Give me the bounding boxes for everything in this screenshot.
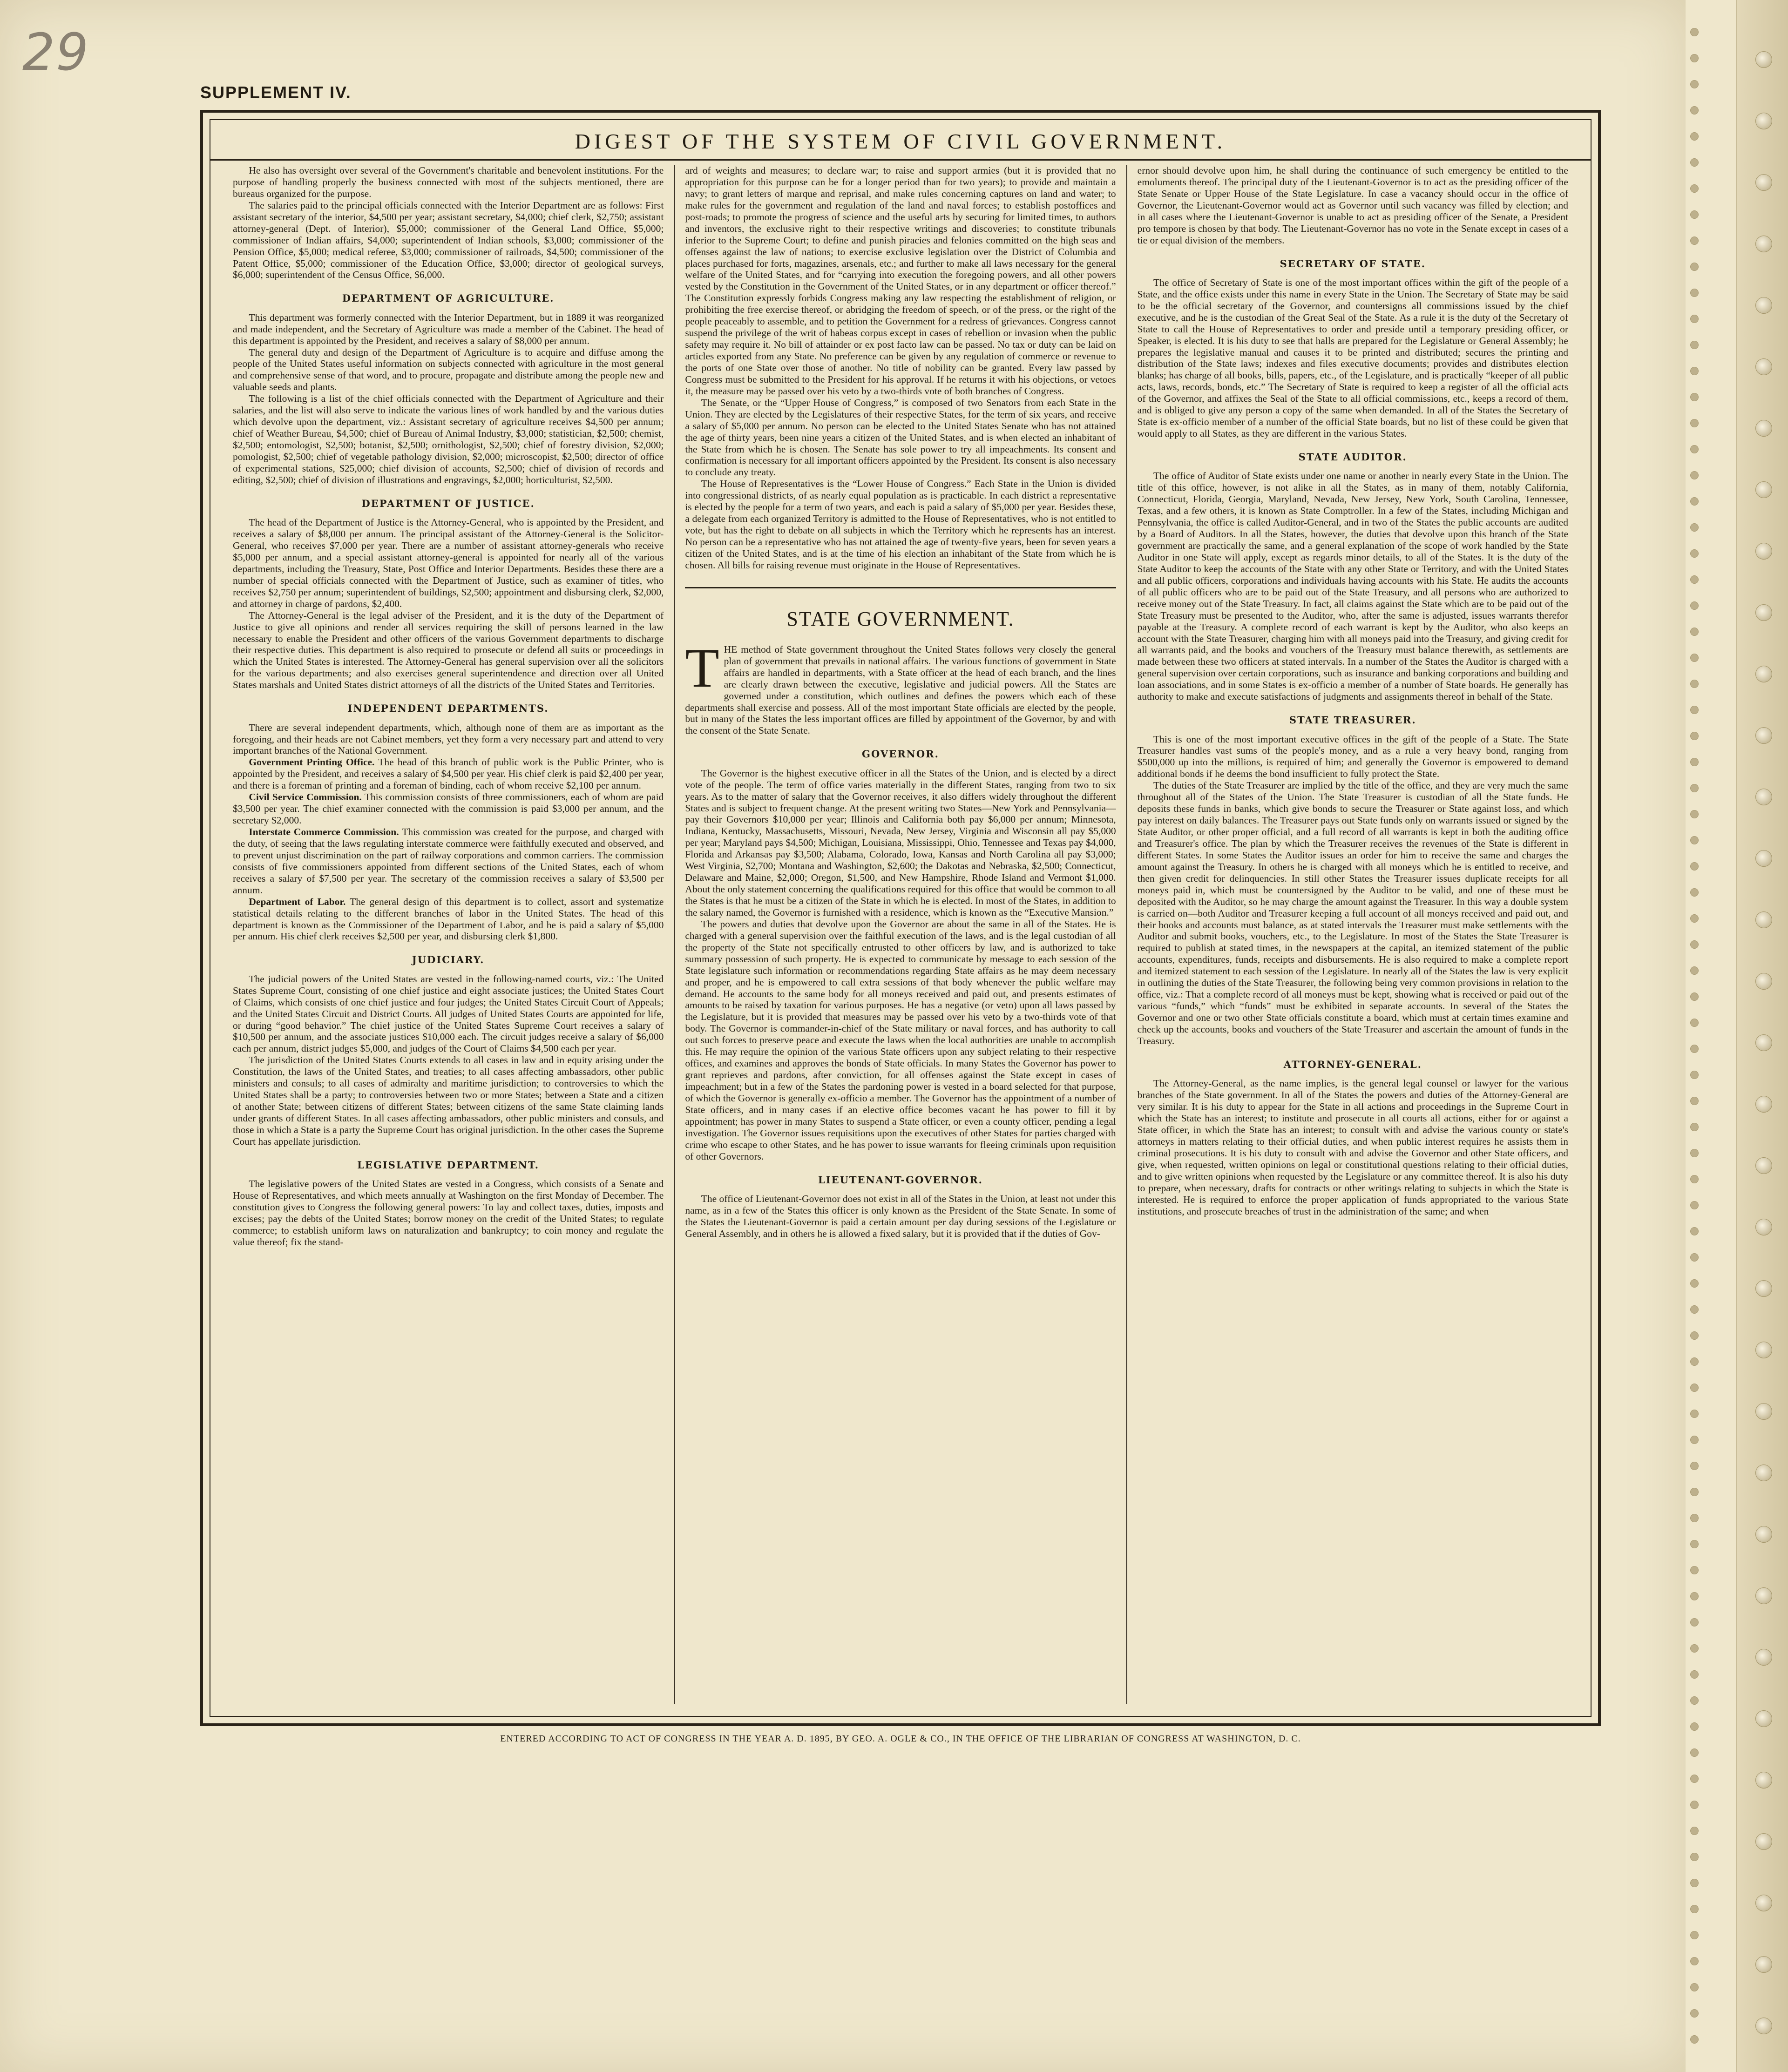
perforation-dot [1690,1045,1699,1053]
perforation-dot [1690,1331,1699,1340]
paragraph: There are several independent departments, which, although none of them are as important as the foregoing, and their heads are not Cabinet members, yet they form a very necessary part and attend to very important branches of the National Government. [233,722,664,756]
perforation-dot [1690,1071,1699,1079]
binding-hole [1755,1526,1772,1543]
perforation-dot [1690,28,1699,36]
binding-hole [1755,420,1772,437]
binding-hole [1755,1649,1772,1666]
perforation-dot [1690,289,1699,297]
perforation-dot [1690,1305,1699,1314]
perforation-dot [1690,758,1699,766]
perforation-dot [1690,1592,1699,1600]
binding-hole [1755,236,1772,252]
perforation-dot [1690,1097,1699,1105]
paragraph: The office of Auditor of State exists under one name or another in nearly every State in the Union. The title of this office, however, is not alike in all the States, as in many of them, notably California, Connecticut, Florida, Georgia, Maryland, Nevada, New Jersey, New York, South Carolina, Tennessee, Texas, and a few others, it is known as State Comptroller. In a few of the States, including Michigan and Pennsylvania, the office is called Auditor-General, and in two of the States the public accounts are audited by a Board of Auditors. In all the States, however, the duties that devolve upon this branch of the State government are practically the same, and a general explanation of the scope of work handled by the State Auditor in one State will apply, except as regards minor details, to all of the States. It is the duty of the State Auditor to keep the accounts of the State with any other State or Territory, and with the United States and all public officers, corporations and individuals having accounts with his State. He audits the accounts of all public officers who are to be paid out of the State Treasury, and all persons who are authorized to receive money out of the State Treasury. In fact, all claims against the State which are to be paid out of the State Treasury must be presented to the Auditor, who, after the same is adjusted, issues warrants therefor payable at the Treasury. A complete record of each warrant is kept by the Auditor, who also keeps an account with the State Treasurer, charging him with all moneys paid into the Treasury, and giving credit for all warrants paid, and the books and vouchers of the Treasury must balance therewith, as settlements are made between these two officers at stated intervals. In a number of the States the Auditor is charged with a general supervision over certain corporations, such as insurance and banking corporations and building and loan associations, and in some States is ex-officio a member of a number of State boards. He generally has authority to make and execute satisfactions of judgments and assignments thereof in behalf of the State. [1137,470,1568,702]
perforation-dot [1690,549,1699,558]
paragraph: This department was formerly connected with the Interior Department, but in 1889 it was reorganized and made independent, and the Secretary of Agriculture was made a member of the Cabinet. The head of this department is appointed by the President, and receives a salary of $8,000 per annum. [233,311,664,346]
drop-cap: T [685,636,719,699]
perforation-dot [1690,523,1699,532]
perforation-dot [1690,706,1699,714]
paragraph: The head of the Department of Justice is the Attorney-General, who is appointed by the President, and receives a salary of $8,000 per annum. The principal assistant of the Attorney-General is the Solicitor-General, who receives $7,000 per year. There are a number of assistant attorney-generals who receive $5,000 per annum, and a special assistant attorney-general is appointed for nearly all of the various departments, including the Treasury, State, Post Office and Interior Departments. Besides these there are a number of special officials connected with the Department of Justice, such as examiner of titles, who receives $2,750 per annum; superintendent of buildings, $2,500; appointment and disbursing clerk, $2,000, and attorney in charge of pardons, $2,400. [233,517,664,609]
paragraph: The Senate, or the “Upper House of Congress,” is composed of two Senators from each State in the Union. They are elected by the Legislatures of their respective States, for the term of six years, and receive a salary of $5,000 per annum. No person can be elected to the United States Senate who has not attained the age of thirty years, been nine years a citizen of the United States, and is when elected an inhabitant of the State from which he is chosen. The Senate has sole power to try all impeachments. Its consent and confirmation is necessary for all important officers appointed by the President. Its consent is also necessary to conclude any treaty. [685,397,1116,478]
section-heading-agriculture: DEPARTMENT OF AGRICULTURE. [342,292,555,304]
perforation-dot [1690,680,1699,688]
section-heading-state-treasurer: STATE TREASURER. [1289,714,1416,726]
section-heading-justice: DEPARTMENT OF JUSTICE. [361,497,535,509]
perforation-dot [1690,1566,1699,1574]
paragraph [233,896,664,943]
perforation-dot [1690,1201,1699,1209]
perforation-dot [1690,1514,1699,1522]
perforation-dot [1690,236,1699,245]
run-in-heading: Civil Service Commission. [249,791,362,803]
paragraph: The following is a list of the chief officials connected with the Department of Agriculture and their salaries, and the list will also serve to indicate the various lines of work handled by and the various duties which devolve upon the department, viz.: Assistant secretary of agriculture receives $4,500 per annum; chief of Weather Bureau, $4,500; chief of Bureau of Animal Industry, $3,000; statistician, $2,500; chemist, $2,500; entomologist, $2,500; botanist, $2,500; ornithologist, $2,500; chief of forestry division, $2,000; pomologist, $2,500; chief of vegetable pathology division, $2,000; microscopist, $2,500; director of office of experimental stations, $25,000; chief division of accounts, $2,500; chief of division of records and editing, $2,500; chief of division of illustrations and engravings, $2,000; horticulturist, $2,500. [233,393,664,486]
perforation-dot [1690,1123,1699,1131]
paragraph-text: This commission was created for the purpose, and charged with the duty, of seeing that the laws regulating interstate commerce were faithfully executed and observed, and to prevent unjust discrimination on the part of railway corporations and common carriers. The commission consists of five commissioners appointed from different sections of the United States, each of whom receives a salary of $7,500 per year. The secretary of the commission receives a salary of $3,500 per annum. [233,826,664,896]
section-rule [685,587,1116,588]
binding-strip [1736,0,1788,2072]
binding-hole [1755,666,1772,682]
perforation-dot [1690,1983,1699,1991]
perforation-dot [1690,2035,1699,2044]
perforation-dot [1690,1748,1699,1757]
section-heading-governor: GOVERNOR. [862,748,939,760]
paragraph: The Attorney-General, as the name implies, is the general legal counsel or lawyer for the various branches of the State government. In all of the States the powers and duties of the Attorney-General are very similar. It is his duty to appear for the State in all actions and proceedings in the Supreme Court in which the State has an interest; to institute and prosecute in all courts all actions, either for or against a State officer, in which the State has an interest; to consult with and advise the various county or state's attorneys in matters relating to their official duties, and when public interest requires he assists them in criminal prosecutions. It is his duty to consult with and advise the Governor and other State officers, and give, when requested, written opinions on legal or constitutional questions relating to their official duties, and to give written opinions when requested by the Legislature or any committee thereof. It is also his duty to prepare, when necessary, drafts for contracts or other writings relating to subjects in which the State is interested. He is required to enforce the proper application of funds appropriated to the various State institutions, and prosecute breaches of trust in the administration of the same; and when [1137,1078,1568,1217]
binding-hole [1755,481,1772,498]
column-3 [1126,165,1578,1704]
binding-hole [1755,604,1772,621]
binding-hole [1755,850,1772,867]
perforation-dot [1690,1905,1699,1913]
perforation-dot [1690,419,1699,427]
run-in-heading: Government Printing Office. [249,756,375,768]
banner-title: DIGEST OF THE SYSTEM OF CIVIL GOVERNMENT. [575,129,1226,153]
perforation-dot [1690,1670,1699,1679]
perforation-dot [1690,1540,1699,1548]
binding-hole [1755,543,1772,560]
perforation-line [1685,0,1703,2072]
perforation-dot [1690,732,1699,740]
paragraph-text: The head of this branch of public work is the Public Printer, who is appointed by the President, and receives a salary of $4,500 per year. His chief clerk is paid $2,400 per year, and there is a foreman of printing and a foreman of binding, each of whom receive $2,100 per annum. [233,756,664,791]
perforation-dot [1690,888,1699,897]
perforation-dot [1690,1357,1699,1366]
perforation-dot [1690,445,1699,453]
binding-hole [1755,727,1772,744]
binding-hole [1755,174,1772,191]
text-columns [223,165,1578,1704]
perforation-dot [1690,1462,1699,1470]
perforation-dot [1690,184,1699,193]
perforation-dot [1690,575,1699,584]
binding-hole [1755,1772,1772,1789]
perforation-dot [1690,393,1699,401]
perforation-dot [1690,836,1699,844]
perforation-dot [1690,1696,1699,1705]
article-frame-inner [210,119,1592,1717]
perforation-dot [1690,210,1699,219]
paragraph: The judicial powers of the United States are vested in the following-named courts, viz.: The United States Supreme Court, consisting of one chief justice and eight associate justices; the United States Court of Claims, which consists of one chief justice and four judges; the United States Circuit Court of Appeals; and the United States Circuit and District Courts. All judges of United States Courts are appointed for life, or during “good behavior.” The chief justice of the United States Supreme Court receives a salary of $10,500 per annum, and the associate justices $10,000 each. The circuit judges receive a salary of $6,000 each per annum, district judges $5,000, and judges of the Court of Claims $4,500 each per year. [233,973,664,1054]
section-heading-independent: INDEPENDENT DEPARTMENTS. [347,702,549,715]
perforation-dot [1690,1644,1699,1653]
paragraph: The Governor is the highest executive officer in all the States of the Union, and is elected by a direct vote of the people. The term of office varies materially in the different States, ranging from two to six years. As to the matter of salary that the Governor receives, it also differs widely throughout the different States and is subject to frequent change. At the present writing two States—New York and Pennsylvania—pay their Governors $10,000 per year; Illinois and California both pay $6,000 per annum; Minnesota, Indiana, Kentucky, Massachusetts, Missouri, Nevada, New Jersey, Virginia and Wisconsin all pay $5,000 per year; Maryland pays $4,500; Michigan, Louisiana, Mississippi, Ohio, Tennessee and Texas pay $4,000, Florida and Arkansas pay $3,500; Alabama, Colorado, Iowa, Kansas and North Carolina all pay $3,000; West Virginia, $2,700; Montana and Washington, $2,600; the Dakotas and Nebraska, $2,500; Connecticut, Delaware and Maine, $2,000; Oregon, $1,500, and New Hampshire, Rhode Island and Vermont $1,000. About the only statement concerning the qualifications required for this office that would be common to all the States is that he must be a citizen of the State in which he is elected. In most of the States, in addition to the salary named, the Governor is furnished with a residence, which is known as the “Executive Mansion.” [685,767,1116,918]
paragraph: The general duty and design of the Department of Agriculture is to acquire and diffuse among the people of the United States useful information on subjects connected with agriculture in the most general and comprehensive sense of that word, and to procure, propagate and distribute among the people new and valuable seeds and plants. [233,346,664,393]
section-heading-lieutenant-governor: LIEUTENANT-GOVERNOR. [818,1174,983,1186]
perforation-dot [1690,1253,1699,1262]
perforation-dot [1690,2009,1699,2018]
section-heading-state-auditor: STATE AUDITOR. [1298,451,1407,463]
perforation-dot [1690,1618,1699,1627]
paragraph: The House of Representatives is the “Lower House of Congress.” Each State in the Union is divided into congressional districts, of as nearly equal population as is practicable. In each district a representative is elected by the people for a term of two years, and each is paid a salary of $5,000 per year. Besides these, a delegate from each organized Territory is admitted to the House of Representatives, who is not entitled to vote, but has the right to debate on all subjects in which the Territory which he represents has an interest. No person can be a representative who has not attained the age of twenty-five years, been for seven years a citizen of the United States, and is at the time of his election an inhabitant of the State from which he is chosen. All bills for raising revenue must originate in the House of Representatives. [685,478,1116,571]
binding-hole [1755,1956,1772,1973]
paragraph: The legislative powers of the United States are vested in a Congress, which consists of a Senate and House of Representatives, and which meets annually at Washington on the first Monday of December. The constitution gives to Congress the following general powers: To lay and collect taxes, duties, imposts and excises; pay the debts of the United States; borrow money on the credit of the United States; to regulate commerce; to establish uniform laws on naturalization and bankruptcy; to coin money and regulate the value thereof; fix the stand- [233,1178,664,1248]
perforation-dot [1690,1227,1699,1235]
binding-hole [1755,1096,1772,1113]
paragraph-text: This commission consists of three commissioners, each of whom are paid $3,500 per year. The chief examiner connected with the commission is paid $3,000 per annum, and the secretary $2,000. [233,791,664,826]
section-heading-secretary-of-state: SECRETARY OF STATE. [1280,257,1426,270]
perforation-dot [1690,106,1699,115]
perforation-dot [1690,862,1699,871]
perforation-dot [1690,1801,1699,1809]
binding-hole [1755,1710,1772,1727]
banner-rule [210,159,1591,161]
paragraph [685,636,1116,737]
paragraph: The jurisdiction of the United States Courts extends to all cases in law and in equity arising under the Constitution, the laws of the United States, and treaties; to all cases affecting ambassadors, other public ministers and consuls; to all cases of admiralty and maritime jurisdiction; to controversies to which the United States shall be a party; to controversies between two or more States; between a State and a citizen of another State; between citizens of different States; between citizens of the same State claiming lands under grants of different States. In all cases affecting ambassadors, other public ministers and consuls, and those in which a State is a party the Supreme Court has original jurisdiction. In the other cases the Supreme Court has appellate jurisdiction. [233,1054,664,1147]
perforation-dot [1690,1879,1699,1887]
binding-hole [1755,1895,1772,1911]
paragraph [233,791,664,826]
binding-hole [1755,1219,1772,1235]
perforation-dot [1690,315,1699,323]
binding-hole [1755,973,1772,990]
perforation-dot [1690,654,1699,662]
perforation-dot [1690,1436,1699,1444]
binding-hole [1755,297,1772,314]
paragraph [233,756,664,791]
perforation-dot [1690,80,1699,88]
pencil-page-number: 29 [22,22,89,82]
perforation-dot [1690,1931,1699,1939]
perforation-dot [1690,628,1699,636]
perforation-dot [1690,1853,1699,1861]
binding-hole [1755,789,1772,805]
perforation-dot [1690,132,1699,141]
article-frame [200,110,1601,1726]
binding-hole [1755,51,1772,68]
paragraph: ernor should devolve upon him, he shall during the continuance of such emergency be entitled to the emoluments thereof. The principal duty of the Lieutenant-Governor is to act as the presiding officer of the State Senate or Upper House of the State Legislature. In case a vacancy should occur in the office of Governor, the Lieutenant-Governor would act as Governor until such vacancy was filled by election; and in all cases where the Lieutenant-Governor is unable to act as presiding officer of the Senate, a President pro tempore is chosen by that body. The Lieutenant-Governor has no vote in the Senate except in cases of a tie or equal division of the members. [1137,165,1568,246]
paragraph: The powers and duties that devolve upon the Governor are about the same in all of the States. He is charged with a general supervision over the faithful execution of the laws, and is the legal custodian of all the property of the State not specifically entrusted to other officers by law, and is authorized to take summary possession of such property. He is expected to communicate by message to each session of the State legislature such information or recommendations regarding State affairs as he may deem necessary and proper, and he is empowered to call extra sessions of that body whenever the public welfare may demand. He accounts to the same body for all moneys received and paid out, and presents estimates of amounts to be raised by taxation for various purposes. He has a negative (or veto) upon all laws passed by the Legislature, but it is provided that measures may be passed over his veto by a two-thirds vote of that body. The Governor is commander-in-chief of the State military or naval forces, and has authority to call out such forces to preserve peace and execute the laws when the local authorities are unable to accomplish this. He may require the opinion of the various State officers upon any subject relating to their respective offices, and examines and approves the bonds of State officials. In many States the Governor has power to grant reprieves and pardons, after conviction, for all offenses against the State except in cases of impeachment; but in a few of the States the pardoning power is vested in a board selected for that purpose, of which the Governor is generally ex-officio a member. The Governor has the appointment of a number of State officers, and in many cases if an elective office becomes vacant he has power to fill it by appointment; has power in many States to suspend a State officer, or even a county officer, pending a legal investigation. The Governor issues requisitions upon the executives of other States for parties charged with crime who escape to other States, and he has power to issue warrants for fleeing criminals upon requisition of other Governors. [685,918,1116,1162]
perforation-dot [1690,810,1699,818]
perforation-dot [1690,914,1699,923]
perforation-dot [1690,1384,1699,1392]
binding-hole [1755,1403,1772,1420]
paragraph: The office of Secretary of State is one of the most important offices within the gift of the people of a State, and the office exists under this name in every State in the Union. The Secretary of State may be said to be the official secretary of the Governor, and countersigns all commissions issued by the chief executive, and he is the custodian of the Great Seal of the State. As a rule it is the duty of the Secretary of State to call the House of Representatives to order and preside until a temporary presiding officer, or Speaker, is elected. It is his duty to see that halls are prepared for the Legislature or General Assembly; he prepares the legislative manual and causes it to be printed and distributed; secures the printing and distribution of the State laws; indexes and files executive documents; provides and distributes election blanks; has charge of all books, bills, papers, etc., of the Legislature, and is practically “keeper of all public acts, laws, records, bonds, etc.” The Secretary of State is required to keep a register of all the official acts of the Governor, and affixes the Seal of the State to all official commissions, etc., keeps a record of them, and is obliged to give any person a copy of the same when demanded. In all of the States the Secretary of State is ex-officio member of a number of the official State boards, but no list of these could be given that would apply to all States, as they are different in the various States. [1137,277,1568,439]
section-heading-attorney-general: ATTORNEY-GENERAL. [1283,1058,1422,1070]
column-1 [223,165,674,1704]
perforation-dot [1690,341,1699,349]
paragraph-text: HE method of State government throughout the United States follows very closely the general plan of government that prevails in national affairs. The various functions of government in State affairs are handled in departments, with a State officer at the head of each branch, and the lines are clearly drawn between the executive, legislative and judicial powers. All the States are governed under a constitution, which outlines and defines the powers which each of these departments shall exercise and possess. All of the most important State officials are elected by the people, but in many of the States the less important offices are filled by appointment of the Governor, by and with the consent of the State Senate. [685,643,1116,736]
copyright-footer: ENTERED ACCORDING TO ACT OF CONGRESS IN THE YEAR A. D. 1895, BY GEO. A. OGLE & CO., IN THE OFFICE OF THE LIBRARIAN OF CONGRESS AT WASHINGTON, D. C. [500,1734,1301,1744]
perforation-dot [1690,367,1699,375]
binding-hole [1755,1157,1772,1174]
state-government-title: STATE GOVERNMENT. [786,607,1015,630]
binding-hole [1755,1342,1772,1358]
perforation-dot [1690,471,1699,479]
perforation-dot [1690,1957,1699,1965]
perforation-dot [1690,158,1699,167]
binding-hole [1755,1034,1772,1051]
perforation-dot [1690,966,1699,975]
perforation-dot [1690,1410,1699,1418]
perforation-dot [1690,940,1699,949]
perforation-dot [1690,54,1699,62]
column-2 [674,165,1126,1704]
perforation-dot [1690,263,1699,271]
binding-hole [1755,113,1772,129]
perforation-dot [1690,1722,1699,1731]
binding-hole [1755,358,1772,375]
section-heading-legislative: LEGISLATIVE DEPARTMENT. [357,1159,540,1171]
perforation-dot [1690,1488,1699,1496]
perforation-dot [1690,1019,1699,1027]
paragraph: The Attorney-General is the legal adviser of the President, and it is the duty of the Department of Justice to give all opinions and render all services requiring the skill of persons learned in the law necessary to enable the President and other officers of the various Government departments to discharge their respective duties. This department is also required to prosecute or defend all suits or proceedings in which the United States is interested. The Attorney-General has general supervision over all the solicitors for the various departments; and also exercises general superintendence and direction over all United States marshals and United States district attorneys of all the districts of the United States and Territories. [233,609,664,691]
paragraph-text: The general design of this department is to collect, assort and systematize statistical details relating to the different branches of labor in the United States. The head of this department is known as the Commissioner of the Department of Labor, and he is paid a salary of $5,000 per annum. His chief clerk receives $2,500 per year, and disbursing clerk $1,800. [233,896,664,942]
paragraph: The salaries paid to the principal officials connected with the Interior Department are as follows: First assistant secretary of the interior, $4,500 per year; assistant secretary, $4,000; chief clerk, $2,750; assistant attorney-general (Dept. of Interior), $5,000; commissioner of the General Land Office, $5,000; commissioner of Indian affairs, $4,000; superintendent of Indian schools, $3,000; commissioner of the Pension Office, $5,000; medical referee, $3,000; commissioner of railroads, $4,500; commissioner of the Patent Office, $5,000; commissioner of the Education Office, $3,000; director of geological surveys, $6,000; superintendent of the Census Office, $6,000. [233,199,664,281]
perforation-dot [1690,1279,1699,1288]
perforation-dot [1690,1149,1699,1157]
binding-hole [1755,1465,1772,1481]
binding-hole [1755,1833,1772,1850]
perforation-dot [1690,992,1699,1001]
perforation-dot [1690,1175,1699,1183]
binding-hole [1755,911,1772,928]
perforation-dot [1690,784,1699,792]
perforation-dot [1690,1775,1699,1783]
paragraph: The duties of the State Treasurer are implied by the title of the office, and they are very much the same throughout all of the States of the Union. The State Treasurer is custodian of all the State funds. He deposits these funds in banks, which give bonds to secure the Treasurer or State against loss, and which pay interest on daily balances. The Treasurer pays out State funds only on warrants issued or signed by the State Auditor, or other proper official, and a full record of all warrants is kept in both the auditing office and Treasurer's office. The plan by which the Treasurer receives the revenues of the State is different in different States. In some States the Auditor issues an order for him to receive the same and charges the amount against the Treasury. In others he is charged with all moneys which he is entitled to receive, and then given credit for delinquencies. In still other States the Treasurer issues duplicate receipts for all moneys paid in, which must be countersigned by the Auditor to be valid, and one of these must be deposited with the Auditor, so he may charge the amount against the Treasurer. In this way a double system is carried on—both Auditor and Treasurer keeping a full account of all moneys received and paid out, and their books and accounts must balance, as at stated intervals the Treasurer must make settlements with the Auditor and submit books, vouchers, etc., to the Legislature. In most of the States the State Treasurer is required to publish at stated times, in the newspapers at the capital, an itemized statement of the public accounts, expenditures, funds, receipts and disbursements. He is also required to make a complete report and itemized statement to each session of the Legislature. In nearly all of the States the law is very explicit in outlining the duties of the State Treasurer, the following being very common provisions in relation to the office, viz.: That a complete record of all moneys must be kept, showing what is received or paid out of the various “funds,” which “funds” must be exhibited in separate accounts. In several of the States the Governor and one or two other State officials constitute a board, which must at certain times examine and check up the accounts, books and vouchers of the State Treasurer and ascertain the amount of funds in the Treasury. [1137,780,1568,1046]
supplement-label: SUPPLEMENT IV. [200,83,352,102]
run-in-heading: Department of Labor. [249,896,346,907]
paragraph: He also has oversight over several of the Government's charitable and benevolent institutions. For the purpose of handling properly the business connected with most of the subjects mentioned, there are bureaus organized for the purpose. [233,165,664,199]
paragraph: The office of Lieutenant-Governor does not exist in all of the States in the Union, at least not under this name, as in a few of the States this officer is only known as the President of the State Senate. In some of the States the Lieutenant-Governor is paid a certain amount per day during sessions of the Legislature or General Assembly, and in others he is allowed a fixed salary, but it is provided that if the duties of Gov- [685,1193,1116,1239]
paragraph: This is one of the most important executive offices in the gift of the people of a State. The State Treasurer handles vast sums of the people's money, and as a rule a very heavy bond, ranging from $500,000 up into the millions, is required of him; and generally the Governor is empowered to demand additional bonds if he deems the bond insufficient to fully protect the State. [1137,733,1568,780]
paragraph: ard of weights and measures; to declare war; to raise and support armies (but it is provided that no appropriation for this purpose can be for a longer period than for two years); to provide and maintain a navy; to grant letters of marque and reprisal, and make rules concerning captures on land and water; to make rules for the government and regulation of the land and naval forces; to establish postoffices and post-roads; to promote the progress of science and the useful arts by securing for limited times, to authors and inventors, the exclusive right to their respective writings and discoveries; to constitute tribunals inferior to the Supreme Court; to define and punish piracies and felonies committed on the high seas and offenses against the law of nations; to exercise exclusive legislation over the District of Columbia and places purchased for forts, magazines, arsenals, etc.; and further to make all laws necessary for the general welfare of the United States, and for “carrying into execution the foregoing powers, and all other powers vested by the Constitution in the Government of the United States, or in any department or officer thereof.” The Constitution expressly forbids Congress making any law respecting the establishment of religion, or prohibiting the free exercise thereof, or abridging the freedom of speech, or of the press, or the right of the people peaceably to assemble, and to petition the Government for a redress of grievances. Congress cannot suspend the privilege of the writ of habeas corpus except in cases of rebellion or invasion when the public safety may require it. No bill of attainder or ex post facto law can be passed. No tax or duty can be laid on articles exported from any State. No preference can be given by any regulation of commerce or revenue to the ports of one State over those of another. No title of nobility can be granted. Every law passed by Congress must be submitted to the President for his approval. If he returns it with his objections, or vetoes it, the measure may be passed over his veto by a two-thirds vote of both branches of Congress. [685,165,1116,397]
run-in-heading: Interstate Commerce Commission. [249,826,399,838]
perforation-dot [1690,497,1699,506]
section-heading-judiciary: JUDICIARY. [412,954,485,966]
binding-hole [1755,1587,1772,1604]
binding-hole [1755,2018,1772,2034]
perforation-dot [1690,1827,1699,1835]
perforation-dot [1690,601,1699,610]
binding-hole [1755,1280,1772,1297]
paragraph [233,826,664,896]
